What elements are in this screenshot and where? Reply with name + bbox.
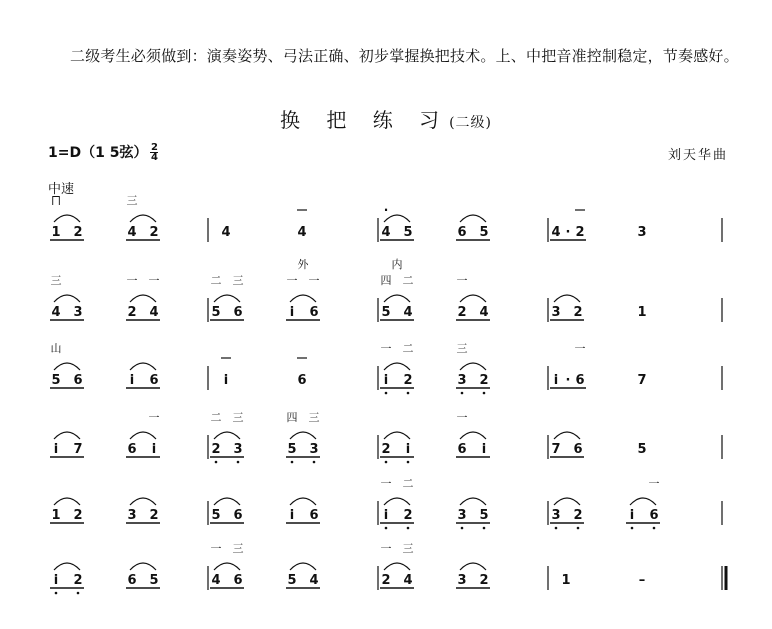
note-digit: 6 — [73, 373, 83, 388]
note-digit: 3 — [637, 225, 647, 240]
low-octave-dot — [555, 527, 558, 530]
note-digit: – — [638, 573, 646, 588]
fingering-mark: 一 — [286, 274, 298, 287]
note-digit: i — [629, 508, 635, 523]
fingering-mark: 一 — [574, 342, 586, 355]
low-octave-dot — [215, 461, 218, 464]
low-octave-dot — [407, 392, 410, 395]
fingering-mark: 一 — [380, 542, 392, 555]
slur-arc — [54, 215, 80, 222]
position-mark: 内 — [391, 258, 403, 271]
slur-arc — [54, 432, 80, 439]
note-digit: 5 — [479, 225, 489, 240]
note-digit: 2 — [575, 225, 585, 240]
fingering-mark: 四 — [286, 411, 298, 424]
note-digit: 2 — [211, 442, 221, 457]
low-octave-dot — [407, 461, 410, 464]
fingering-mark: 三 — [232, 542, 244, 555]
note-digit: 6 — [649, 508, 659, 523]
note-digit: 3 — [551, 305, 561, 320]
note-digit: 7 — [551, 442, 561, 457]
low-octave-dot — [631, 527, 634, 530]
note-digit: 2 — [73, 225, 83, 240]
slur-arc — [130, 215, 156, 222]
note-digit: 2 — [573, 305, 583, 320]
position-mark: 外 — [297, 258, 309, 271]
note-digit: 4 — [309, 573, 319, 588]
note-digit: 5 — [479, 508, 489, 523]
note-digit: 2 — [381, 442, 391, 457]
low-octave-dot — [313, 461, 316, 464]
note-digit: 6 — [297, 373, 307, 388]
note-digit: 5 — [149, 573, 159, 588]
note-digit: 4 — [551, 225, 561, 240]
note-digit: 2 — [479, 373, 489, 388]
note-digit: i — [289, 508, 295, 523]
note-digit: 1 — [561, 573, 571, 588]
fingering-mark: 一 — [380, 477, 392, 490]
fingering-mark: 一 — [648, 477, 660, 490]
note-digit: 3 — [73, 305, 83, 320]
time-bottom: 4 — [150, 151, 158, 163]
fingering-mark: 一 — [456, 274, 468, 287]
fingering-mark: 一 — [380, 342, 392, 355]
note-digit: i — [383, 373, 389, 388]
note-digit: 3 — [457, 508, 467, 523]
note-digit: i — [383, 508, 389, 523]
fingering-mark: 三 — [456, 342, 468, 355]
note-digit: i — [405, 442, 411, 457]
note-digit: 4 — [149, 305, 159, 320]
note-digit: · — [565, 373, 571, 388]
note-digit: 4 — [297, 225, 307, 240]
slur-arc — [130, 432, 156, 439]
slur-arc — [214, 295, 240, 302]
slur-arc — [290, 295, 316, 302]
fingering-mark: 一 — [308, 274, 320, 287]
fingering-mark: 山 — [50, 342, 62, 355]
note-digit: 6 — [309, 508, 319, 523]
subtitle-text: (二级) — [449, 115, 492, 131]
note-digit: 5 — [287, 442, 297, 457]
fingering-mark: 三 — [232, 274, 244, 287]
note-digit: 2 — [127, 305, 137, 320]
note-digit: 2 — [73, 508, 83, 523]
note-digit: 3 — [309, 442, 319, 457]
note-digit: 6 — [575, 373, 585, 388]
note-digit: 5 — [211, 508, 221, 523]
time-top: 2 — [150, 141, 158, 153]
title-text: 换 把 练 习 — [279, 108, 450, 132]
tempo-marking: 中速 — [48, 182, 75, 197]
low-octave-dot — [385, 461, 388, 464]
note-digit: 1 — [51, 225, 61, 240]
slur-arc — [384, 295, 410, 302]
note-digit: 2 — [403, 508, 413, 523]
fingering-mark: 一 — [148, 411, 160, 424]
fingering-mark: 一 — [210, 542, 222, 555]
note-digit: i — [289, 305, 295, 320]
low-octave-dot — [237, 461, 240, 464]
note-digit: 7 — [637, 373, 647, 388]
fingering-mark: 三 — [232, 411, 244, 424]
slur-arc — [130, 295, 156, 302]
note-digit: 4 — [221, 225, 231, 240]
slur-arc — [214, 563, 240, 570]
fingering-mark: 三 — [308, 411, 320, 424]
low-octave-dot — [407, 527, 410, 530]
note-digit: 6 — [127, 573, 137, 588]
slur-arc — [54, 498, 80, 505]
note-digit: 2 — [457, 305, 467, 320]
fingering-mark: ⨅ — [51, 194, 61, 207]
note-digit: 1 — [637, 305, 647, 320]
fingering-mark: 三 — [50, 274, 62, 287]
low-octave-dot — [483, 527, 486, 530]
slur-arc — [384, 498, 410, 505]
low-octave-dot — [461, 527, 464, 530]
note-digit: 2 — [403, 373, 413, 388]
fingering-mark: 二 — [402, 477, 414, 490]
note-digit: 4 — [127, 225, 137, 240]
fingering-mark: 二 — [210, 411, 222, 424]
note-digit: 3 — [551, 508, 561, 523]
slur-arc — [630, 498, 656, 505]
slur-arc — [214, 498, 240, 505]
note-digit: 5 — [403, 225, 413, 240]
note-digit: i — [481, 442, 487, 457]
note-digit: i — [129, 373, 135, 388]
note-digit: 4 — [211, 573, 221, 588]
low-octave-dot — [55, 592, 58, 595]
note-digit: 6 — [457, 225, 467, 240]
note-digit: 6 — [127, 442, 137, 457]
note-digit: i — [53, 442, 59, 457]
slur-arc — [54, 563, 80, 570]
slur-arc — [460, 215, 486, 222]
intro-paragraph: 二级考生必须做到：演奏姿势、弓法正确、初步掌握换把技术。上、中把音准控制稳定，节奏感好。 — [70, 47, 739, 65]
note-digit: 6 — [457, 442, 467, 457]
slur-arc — [214, 432, 240, 439]
note-digit: 4 — [403, 573, 413, 588]
slur-arc — [460, 363, 486, 370]
note-digit: 5 — [287, 573, 297, 588]
note-digit: 5 — [637, 442, 647, 457]
note-digit: 5 — [51, 373, 61, 388]
low-octave-dot — [461, 392, 464, 395]
low-octave-dot — [483, 392, 486, 395]
key-text: 1=D（1 5弦） — [48, 145, 148, 161]
slur-arc — [460, 295, 486, 302]
low-octave-dot — [77, 592, 80, 595]
fingering-mark: 一 — [126, 274, 138, 287]
note-digit: 6 — [573, 442, 583, 457]
note-digit: 3 — [233, 442, 243, 457]
slur-arc — [290, 563, 316, 570]
slur-arc — [554, 295, 580, 302]
note-digit: i — [223, 373, 229, 388]
low-octave-dot — [385, 527, 388, 530]
slur-arc — [130, 498, 156, 505]
note-digit: 2 — [573, 508, 583, 523]
note-digit: 6 — [149, 373, 159, 388]
fingering-mark: 四 — [380, 274, 392, 287]
note-digit: 1 — [51, 508, 61, 523]
note-digit: 4 — [479, 305, 489, 320]
low-octave-dot — [577, 527, 580, 530]
note-digit: 5 — [381, 305, 391, 320]
note-digit: 6 — [309, 305, 319, 320]
slur-arc — [54, 295, 80, 302]
composer-credit: 刘天华曲 — [667, 148, 728, 163]
note-dot: · — [383, 203, 389, 217]
low-octave-dot — [653, 527, 656, 530]
note-digit: i — [53, 573, 59, 588]
slur-arc — [290, 432, 316, 439]
slur-arc — [130, 563, 156, 570]
slur-arc — [554, 498, 580, 505]
low-octave-dot — [291, 461, 294, 464]
fingering-mark: 三 — [126, 194, 138, 207]
note-digit: i — [553, 373, 559, 388]
note-digit: 3 — [457, 373, 467, 388]
slur-arc — [130, 363, 156, 370]
note-digit: 6 — [233, 305, 243, 320]
fingering-mark: 二 — [402, 342, 414, 355]
slur-arc — [290, 498, 316, 505]
note-digit: 4 — [51, 305, 61, 320]
note-digit: · — [565, 225, 571, 240]
note-digit: 3 — [457, 573, 467, 588]
note-digit: 7 — [73, 442, 83, 457]
slur-arc — [54, 363, 80, 370]
note-digit: 4 — [403, 305, 413, 320]
note-digit: 2 — [479, 573, 489, 588]
note-digit: 2 — [73, 573, 83, 588]
note-digit: 2 — [149, 508, 159, 523]
slur-arc — [384, 363, 410, 370]
note-digit: 5 — [211, 305, 221, 320]
note-digit: 2 — [149, 225, 159, 240]
note-digit: 2 — [381, 573, 391, 588]
note-digit: 4 — [381, 225, 391, 240]
slur-arc — [384, 432, 410, 439]
slur-arc — [384, 563, 410, 570]
note-digit: 3 — [127, 508, 137, 523]
slur-arc — [554, 432, 580, 439]
fingering-mark: 一 — [148, 274, 160, 287]
note-digit: 6 — [233, 573, 243, 588]
fingering-mark: 三 — [402, 542, 414, 555]
fingering-mark: 一 — [456, 411, 468, 424]
fingering-mark: 二 — [402, 274, 414, 287]
low-octave-dot — [385, 392, 388, 395]
slur-arc — [460, 498, 486, 505]
slur-arc — [460, 563, 486, 570]
slur-arc — [460, 432, 486, 439]
note-digit: i — [151, 442, 157, 457]
fingering-mark: 二 — [210, 274, 222, 287]
note-digit: 6 — [233, 508, 243, 523]
